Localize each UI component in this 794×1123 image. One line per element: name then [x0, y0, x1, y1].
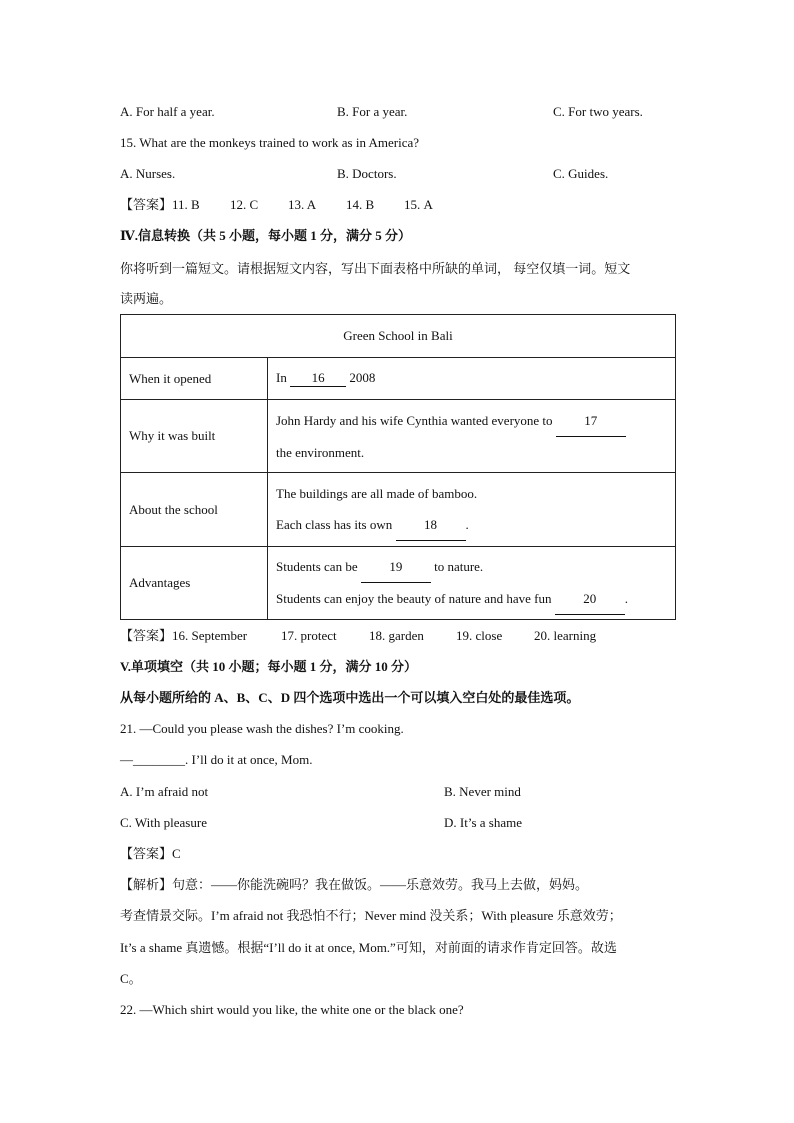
blank-20: 20: [555, 583, 625, 615]
table-row: [121, 547, 676, 620]
answer-21: 【答案】C: [120, 846, 181, 861]
analysis-21-line4: C。: [120, 971, 142, 986]
blank-18: 18: [396, 509, 466, 541]
option-q21-a: A. I’m afraid not: [120, 784, 209, 799]
section-4-instruction-cont: 读两遍。: [120, 291, 173, 306]
answer-item: 12. C: [230, 197, 259, 212]
analysis-21-line3: It’s a shame 真遗憾。根据“I’ll do it at once, Mom.”可知，对前面的请求作肯定回答。故选: [120, 940, 617, 955]
table-row: [121, 358, 676, 400]
section-5-instruction: 从每小题所给的 A、B、C、D 四个选项中选出一个可以填入空白处的最佳选项。: [120, 690, 580, 705]
answer-label: 【答案】: [120, 628, 173, 643]
info-table: [120, 314, 676, 620]
option-q15-b: B. Doctors.: [337, 166, 397, 181]
answer-label: 【答案】: [120, 197, 173, 212]
table-title: Green School in Bali: [121, 315, 676, 358]
answer-row-11-15: [120, 196, 433, 214]
blank-16: 16: [290, 370, 346, 387]
blank-19: 19: [361, 551, 431, 583]
option-q15-c: C. Guides.: [553, 166, 609, 181]
answer-item: 14. B: [346, 197, 375, 212]
section-4-heading: Ⅳ.信息转换（共 5 小题，每小题 1 分，满分 5 分）: [120, 228, 412, 243]
option-q14-b: B. For a year.: [337, 104, 408, 119]
row-label: About the school: [121, 473, 268, 547]
option-q21-c: C. With pleasure: [120, 815, 207, 830]
section-5-heading: V.单项填空（共 10 小题；每小题 1 分，满分 10 分）: [120, 659, 417, 674]
option-q14-a: A. For half a year.: [120, 104, 215, 119]
question-15: 15. What are the monkeys trained to work as in America?: [120, 135, 420, 150]
table-row: [121, 473, 676, 547]
row-content: In 16 2008: [268, 358, 676, 400]
question-21-reply: —________. I’ll do it at once, Mom.: [120, 752, 313, 767]
row-content: The buildings are all made of bamboo. Each class has its own 18 .: [268, 473, 676, 547]
row-label: Advantages: [121, 547, 268, 620]
blank-17: 17: [556, 405, 626, 437]
answer-item: 19. close: [456, 628, 503, 643]
answer-row-16-20: [120, 627, 596, 645]
analysis-21-line2: 考查情景交际。I’m afraid not 我恐怕不行；Never mind 没关系；With pleasure 乐意效劳；: [120, 908, 622, 923]
answer-item: 13. A: [288, 197, 317, 212]
row-label: Why it was built: [121, 400, 268, 473]
answer-item: 18. garden: [369, 628, 424, 643]
answer-item: 16. September: [172, 628, 248, 643]
option-q21-d: D. It’s a shame: [444, 815, 522, 830]
table-row: [121, 400, 676, 473]
option-q14-c: C. For two years.: [553, 104, 643, 119]
section-4-instruction: 你将听到一篇短文。请根据短文内容，写出下面表格中所缺的单词， 每空仅填一词。短文: [120, 261, 631, 276]
answer-item: 17. protect: [281, 628, 337, 643]
question-22: 22. —Which shirt would you like, the white one or the black one?: [120, 1002, 464, 1017]
row-content: John Hardy and his wife Cynthia wanted everyone to 17 the environment.: [268, 400, 676, 473]
row-label: When it opened: [121, 358, 268, 400]
answer-item: 15. A: [404, 197, 433, 212]
option-q15-a: A. Nurses.: [120, 166, 176, 181]
answer-item: 20. learning: [534, 628, 597, 643]
question-21: 21. —Could you please wash the dishes? I’m cooking.: [120, 721, 404, 736]
answer-item: 11. B: [172, 197, 200, 212]
option-q21-b: B. Never mind: [444, 784, 521, 799]
row-content: Students can be 19 to nature. Students can enjoy the beauty of nature and have fun 20 .: [268, 547, 676, 620]
analysis-21-line1: 【解析】句意：——你能洗碗吗？我在做饭。——乐意效劳。我马上去做，妈妈。: [120, 877, 589, 892]
